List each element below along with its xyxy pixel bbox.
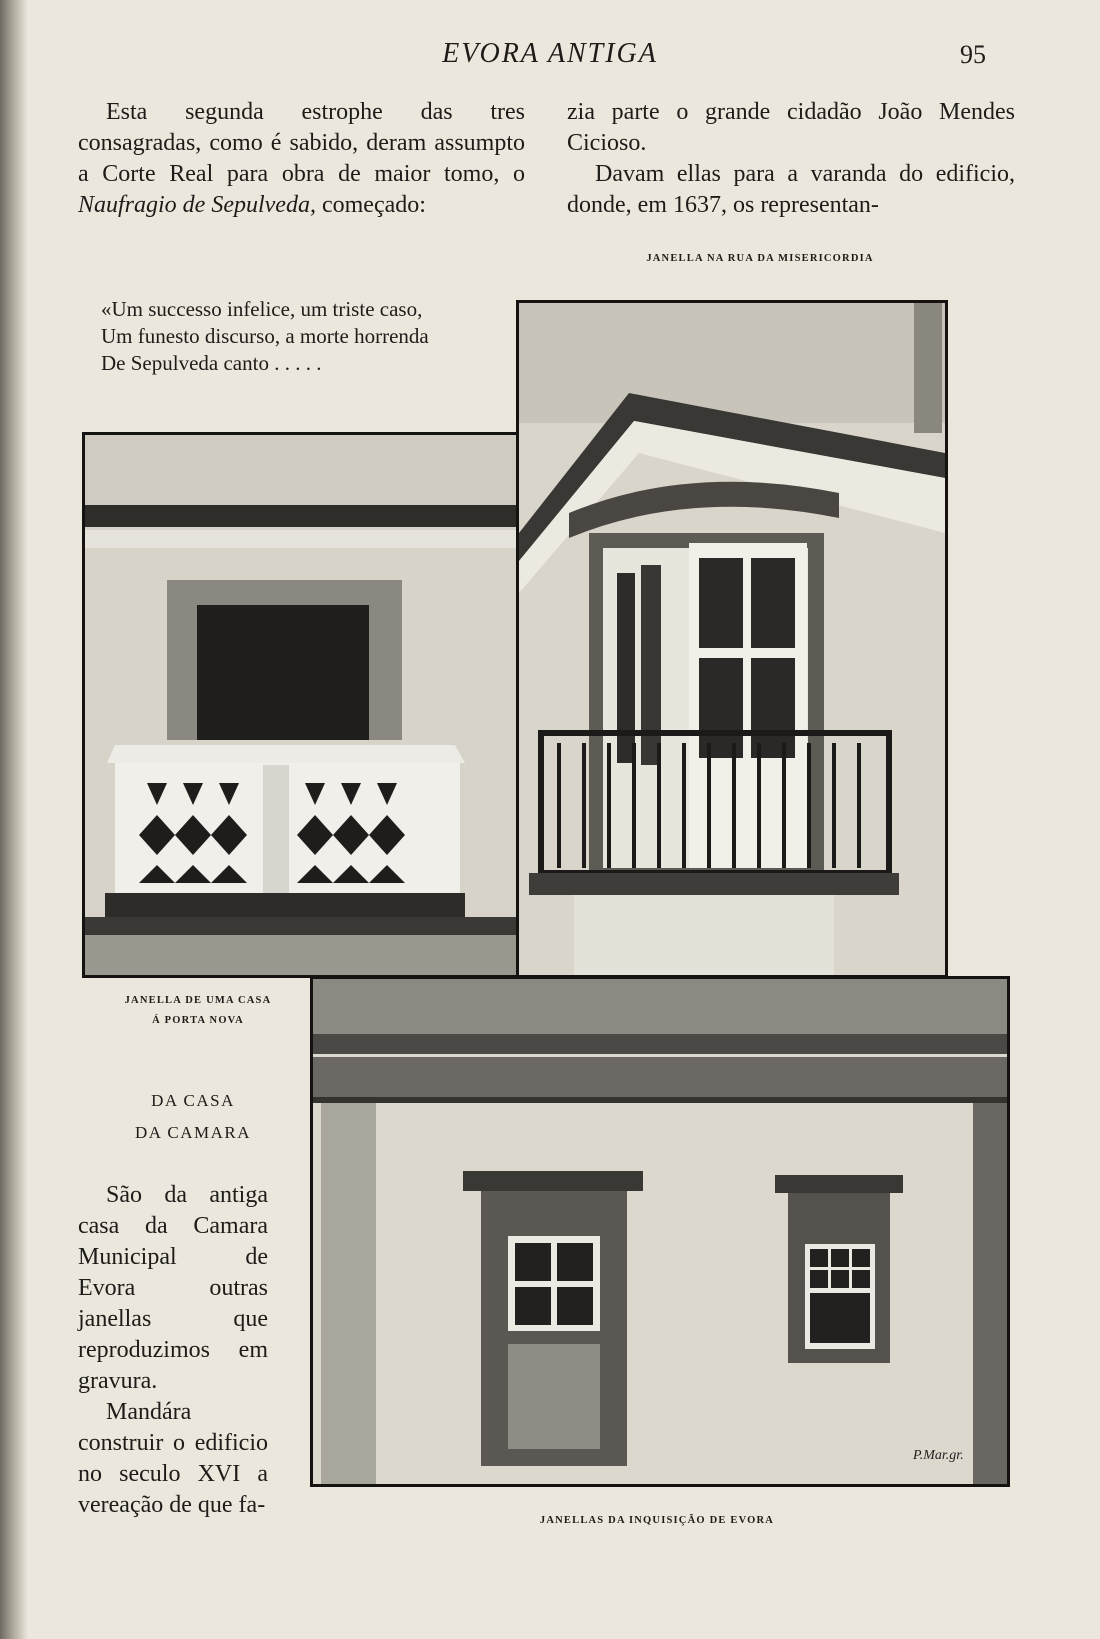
caption-misericordia: JANELLA NA RUA DA MISERICORDIA xyxy=(646,253,874,264)
photo-porta-nova-window xyxy=(82,432,519,978)
section-paragraph-2: Mandára construir o edificio no seculo XVI a vereação de que fa- xyxy=(78,1399,268,1518)
caption-porta-nova xyxy=(82,991,314,1031)
photo-inquisicao-windows xyxy=(310,976,1010,1487)
paragraph-text-start: Esta segunda estrophe das tres consagradas, como é sabido, deram assumpto a Corte Real para obra de maior tomo, o xyxy=(78,99,525,187)
balcony-illustration xyxy=(85,435,516,975)
paragraph-text-end: começado: xyxy=(315,192,426,218)
engraver-signature: P.Mar.gr. xyxy=(913,1448,964,1463)
windows-illustration xyxy=(313,979,1007,1484)
caption-line: Á PORTA NOVA xyxy=(152,1015,244,1026)
running-title: EVORA ANTIGA xyxy=(442,38,658,69)
section-heading xyxy=(78,1085,308,1149)
verse-line: Um funesto discurso, a morte horrenda xyxy=(101,324,429,348)
photo-misericordia-window xyxy=(516,300,948,978)
verse-line: De Sepulveda canto . . . . . xyxy=(101,351,322,375)
verse-quotation xyxy=(101,296,521,377)
section-heading-line: DA CASA xyxy=(151,1091,235,1110)
window-illustration xyxy=(519,303,945,975)
right-column-text xyxy=(567,97,1015,221)
narrow-column-text xyxy=(78,1180,268,1521)
right-paragraph-2: Davam ellas para a varanda do edificio, donde, em 1637, os representan- xyxy=(567,161,1015,218)
verse-line: «Um successo infelice, um triste caso, xyxy=(101,297,423,321)
right-paragraph-1: zia parte o grande cidadão João Mendes Cicioso. xyxy=(567,99,1015,156)
caption-inquisicao: JANELLAS DA INQUISIÇÃO DE EVORA xyxy=(539,1515,775,1526)
section-paragraph-1: São da antiga casa da Camara Municipal de Evora outras janellas que reproduzimos em gravura. xyxy=(78,1182,268,1394)
page-gutter-shadow xyxy=(0,0,28,1639)
section-heading-line: DA CAMARA xyxy=(135,1123,251,1142)
left-column-paragraph xyxy=(78,97,525,221)
book-title-italic: Naufragio de Sepulveda, xyxy=(78,192,316,218)
page-number: 95 xyxy=(960,40,986,69)
caption-line: JANELLA DE UMA CASA xyxy=(124,995,272,1006)
